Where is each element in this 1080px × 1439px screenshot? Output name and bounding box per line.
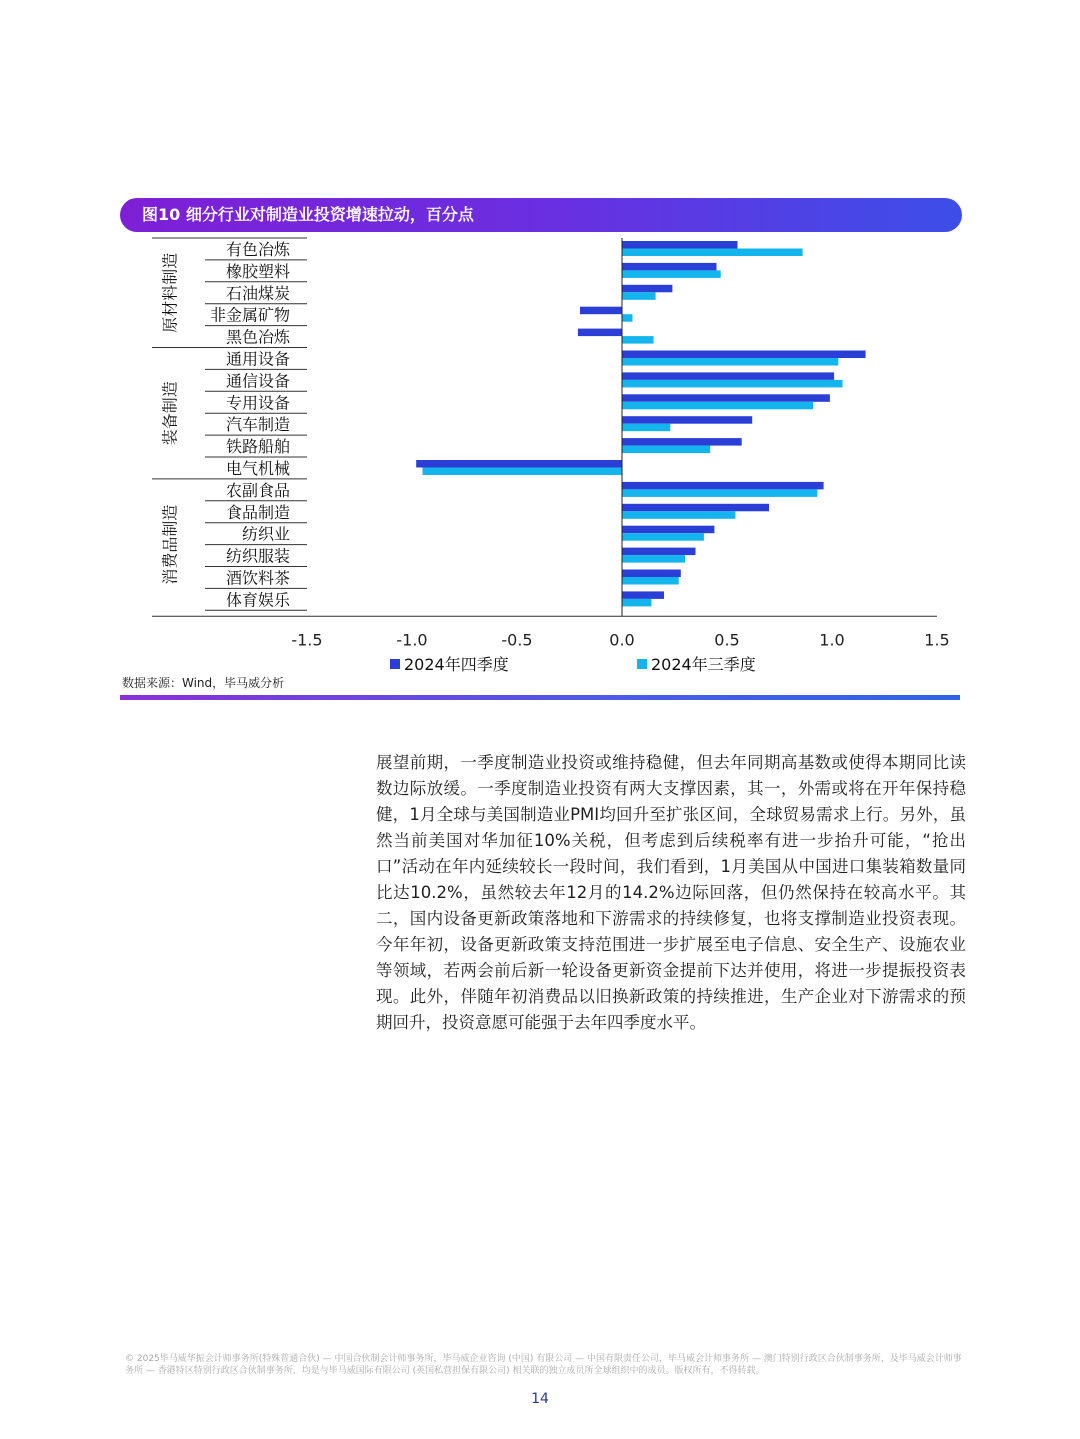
copyright-note: © 2025毕马威华振会计师事务所(特殊普通合伙) — 中国合伙制会计师事务所，毕马威企业咨询 (中国) 有限公司 — 中国有限责任公司，毕马威会计师事务所 — 澳门特别行政区合伙制事务所，及毕马威会计师事务所 — 香港特区特别行政区合伙制事务所，均是与毕马威国际有限公司 (英国私营担保有限公司) 相关联的独立成员所全球组织中的成员。版权所有，不得转载。 <box>125 1354 962 1376</box>
x-tick-label: -0.5 <box>501 630 533 650</box>
bar <box>622 489 817 497</box>
category-label: 橡胶塑料 <box>225 261 290 281</box>
x-tick-label: -1.0 <box>396 630 428 650</box>
bar <box>622 241 738 249</box>
bar <box>622 358 838 366</box>
bar <box>622 263 717 271</box>
category-label: 黑色冶炼 <box>225 327 290 347</box>
legend-swatch <box>390 659 400 669</box>
category-label: 通信设备 <box>225 371 290 391</box>
bar <box>622 577 679 585</box>
group-label: 原材料制造 <box>160 252 180 333</box>
bar <box>622 416 752 424</box>
category-label: 铁路船舶 <box>225 437 290 457</box>
bar <box>622 249 803 257</box>
bar <box>580 307 622 315</box>
bar <box>622 351 866 359</box>
bar <box>622 555 685 563</box>
group-label: 装备制造 <box>160 381 180 446</box>
category-label: 通用设备 <box>225 349 290 369</box>
group-label: 消费品制造 <box>160 504 180 585</box>
x-tick-label: -1.5 <box>291 630 323 650</box>
legend-label: 2024年三季度 <box>651 655 756 674</box>
body-paragraph: 展望前期，一季度制造业投资或维持稳健，但去年同期高基数或使得本期同比读数边际放缓。一季度制造业投资有两大支撑因素，其一，外需或将在开年保持稳健，1月全球与美国制造业PMI均回升至扩张区间，全球贸易需求上行。另外，虽然当前美国对华加征10%关税，但考虑到后续税率有进一步抬升可能，“抢出口”活动在年内延续较长一段时间，我们看到，1月美国从中国进口集装箱数量同比达10.2%，虽然较去年12月的14.2%边际回落，但仍然保持在较高水平。其二，国内设备更新政策落地和下游需求的持续修复，也将支撑制造业投资表现。今年年初，设备更新政策支持范围进一步扩展至电子信息、安全生产、设施农业等领域，若两会前后新一轮设备更新资金提前下达并使用，将进一步提振投资表现。此外，伴随年初消费品以旧换新政策的持续推进，生产企业对下游需求的预期回升，投资意愿可能强于去年四季度水平。 <box>376 753 966 1032</box>
bar <box>622 336 654 344</box>
category-label: 汽车制造 <box>225 415 290 435</box>
bar <box>622 548 696 556</box>
bar <box>622 372 834 380</box>
category-label: 石油煤炭 <box>225 283 290 303</box>
category-label: 有色冶炼 <box>225 240 290 259</box>
category-label: 非金属矿物 <box>209 305 290 325</box>
bar <box>622 424 670 432</box>
bar <box>578 329 622 337</box>
bar <box>622 599 651 607</box>
bar <box>416 460 622 468</box>
category-label: 酒饮料茶 <box>225 568 290 588</box>
bar <box>622 504 769 512</box>
bar <box>622 570 681 578</box>
category-label: 纺织服装 <box>225 546 290 566</box>
figure-divider <box>120 695 960 700</box>
x-tick-label: 0.5 <box>714 630 740 650</box>
legend-label: 2024年四季度 <box>404 655 509 674</box>
page-number: 14 <box>531 1391 549 1407</box>
x-tick-label: 1.5 <box>924 630 950 650</box>
bar <box>622 292 656 300</box>
data-source: 数据来源：Wind，毕马威分析 <box>122 676 285 690</box>
category-label: 农副食品 <box>225 480 290 500</box>
bar <box>622 482 824 490</box>
category-label: 纺织业 <box>241 524 290 544</box>
bar <box>622 526 714 534</box>
bar <box>622 394 830 402</box>
bar <box>622 591 664 599</box>
bar <box>622 402 813 410</box>
x-tick-label: 0.0 <box>609 630 635 650</box>
bar <box>622 438 742 446</box>
bar <box>622 380 843 388</box>
x-tick-label: 1.0 <box>819 630 845 650</box>
bar <box>423 468 623 476</box>
category-label: 体育娱乐 <box>225 590 290 610</box>
bar <box>622 511 735 519</box>
bar <box>622 270 721 278</box>
bar <box>622 285 672 293</box>
bar <box>622 533 704 541</box>
bar <box>622 314 633 322</box>
bar-chart <box>0 0 1080 700</box>
category-label: 电气机械 <box>225 459 290 478</box>
legend-swatch <box>637 659 647 669</box>
category-label: 专用设备 <box>225 393 290 413</box>
figure-title: 图10 细分行业对制造业投资增速拉动，百分点 <box>120 198 962 232</box>
bar <box>622 446 710 454</box>
category-label: 食品制造 <box>225 502 290 522</box>
